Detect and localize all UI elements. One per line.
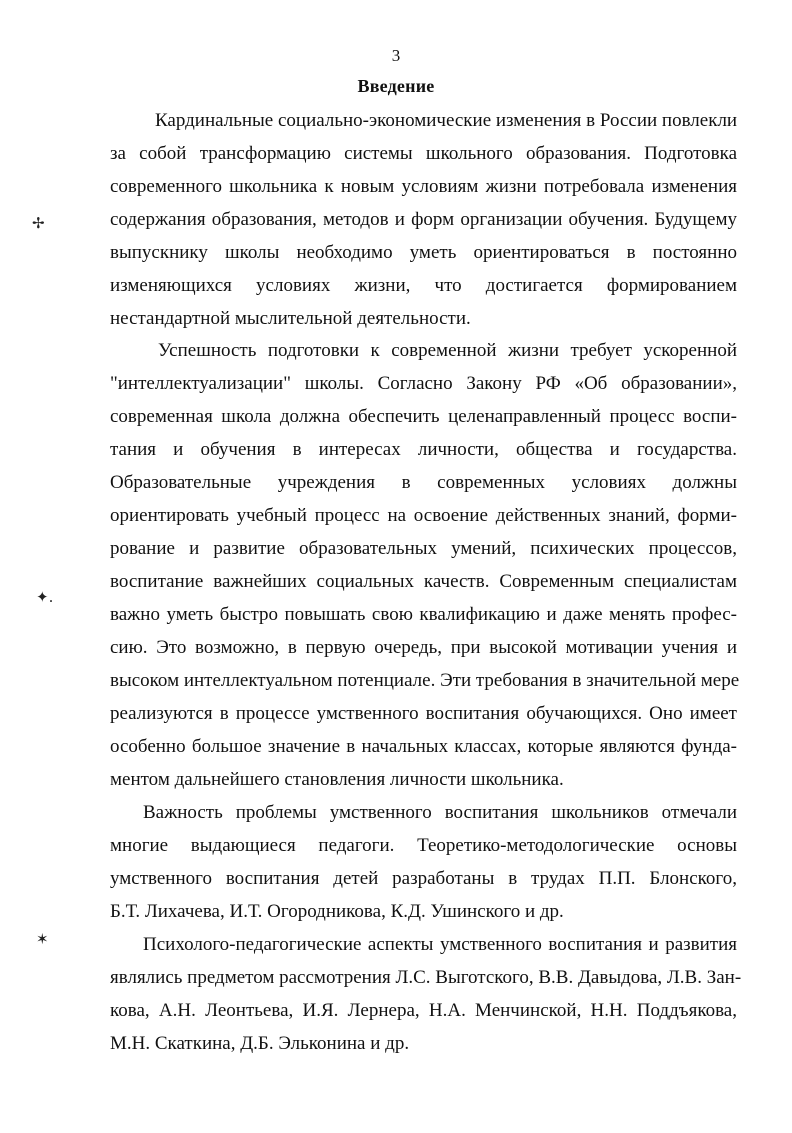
- text-line: реализуются в процессе умственного воспитания обучающихся. Оно имеет: [110, 703, 737, 724]
- text-line: выпускнику школы необходимо уметь ориентироваться в постоянно: [110, 242, 737, 263]
- text-line: являлись предметом рассмотрения Л.С. Выготского, В.В. Давыдова, Л.В. Зан-: [110, 967, 742, 988]
- text-line: сию. Это возможно, в первую очередь, при высокой мотивации учения и: [110, 637, 737, 658]
- text-line: современная школа должна обеспечить целенаправленный процесс воспи-: [110, 406, 737, 427]
- text-line: многие выдающиеся педагоги. Теоретико-методологические основы: [110, 835, 737, 856]
- text-line: тания и обучения в интересах личности, общества и государства.: [110, 439, 737, 460]
- text-line: М.Н. Скаткина, Д.Б. Эльконина и др.: [110, 1033, 410, 1054]
- text-line: умственного воспитания детей разработаны в трудах П.П. Блонского,: [110, 868, 737, 889]
- text-line: особенно большое значение в начальных классах, которые являются фунда-: [110, 736, 737, 757]
- text-line: Б.Т. Лихачева, И.Т. Огородникова, К.Д. Ушинского и др.: [110, 901, 564, 922]
- text-line: "интеллектуализации" школы. Согласно Закону РФ «Об образовании»,: [110, 373, 737, 394]
- text-line: Важность проблемы умственного воспитания школьников отмечали: [143, 802, 737, 823]
- margin-mark-icon: ✦.: [36, 588, 54, 606]
- text-line: рование и развитие образовательных умений, психических процессов,: [110, 538, 737, 559]
- page-number: 3: [391, 46, 401, 65]
- text-line: Образовательные учреждения в современных условиях должны: [110, 472, 737, 493]
- text-line: ориентировать учебный процесс на освоение действенных знаний, форми-: [110, 505, 737, 526]
- text-line: за собой трансформацию системы школьного образования. Подготовка: [110, 143, 737, 164]
- page-heading: Введение: [357, 76, 435, 96]
- text-line: кова, А.Н. Леонтьева, И.Я. Лернера, Н.А. Менчинской, Н.Н. Поддъякова,: [110, 1000, 737, 1021]
- text-line: содержания образования, методов и форм организации обучения. Будущему: [110, 209, 737, 230]
- text-line: Кардинальные социально-экономические изменения в России повлекли: [155, 110, 738, 131]
- text-line: важно уметь быстро повышать свою квалификацию и даже менять профес-: [110, 604, 737, 625]
- text-line: нестандартной мыслительной деятельности.: [110, 308, 471, 329]
- margin-mark-icon: ✢: [32, 214, 45, 232]
- text-line: высоком интеллектуальном потенциале. Эти требования в значительной мере: [110, 670, 740, 691]
- margin-mark-icon: ✶: [36, 930, 49, 948]
- text-line: изменяющихся условиях жизни, что достигается формированием: [110, 275, 737, 296]
- text-line: ментом дальнейшего становления личности школьника.: [110, 769, 564, 790]
- text-line: современного школьника к новым условиям жизни потребовала изменения: [110, 176, 737, 197]
- text-line: Успешность подготовки к современной жизни требует ускоренной: [158, 340, 737, 361]
- text-line: воспитание важнейших социальных качеств. Современным специалистам: [110, 571, 737, 592]
- text-line: Психолого-педагогические аспекты умственного воспитания и развития: [143, 934, 737, 955]
